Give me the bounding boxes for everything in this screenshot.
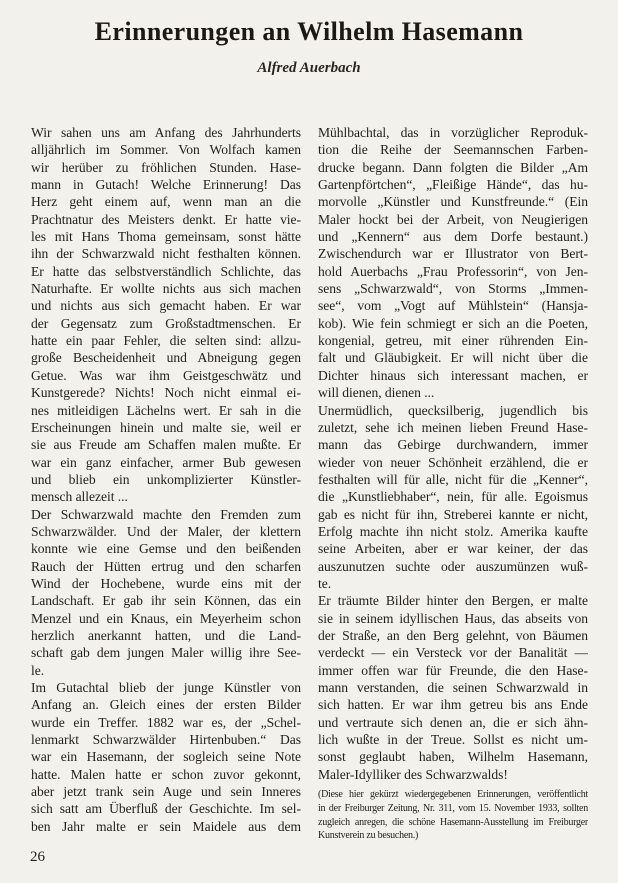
text-line: Getue. Was war ihm Geistgeschwätz und xyxy=(31,367,301,383)
text-line: Erfolg machte ihn nicht stolz. Amerika kaufte xyxy=(318,523,588,539)
text-line: mensch allezeit ... xyxy=(31,489,128,505)
paragraph xyxy=(31,679,301,835)
text-line: aber jetzt trank sein Auge und sein Inneres xyxy=(31,784,301,800)
text-line: zugleich anregen, die schöne Hasemann-Ausstellung im Freiburger xyxy=(318,816,588,828)
text-line: immer offen war für Freunde, die den Hase- xyxy=(318,662,588,678)
text-line: sie in seinem idyllischen Haus, das abseits von xyxy=(318,610,588,626)
text-line: falt und Gläubigkeit. Er will nicht über die xyxy=(318,350,588,366)
text-line: mann das Gebirge durchwandern, immer xyxy=(318,437,588,453)
text-line: Prachtnatur des Meisters denkt. Er hatte vie- xyxy=(31,211,301,227)
text-line: auszunutzen suchte oder auszumünzen wuß- xyxy=(318,558,588,574)
text-line: hatte. Malen hatte er schon zuvor gekonnt, xyxy=(31,766,301,782)
text-line: morvolle „Künstler und Kunstfreunde.“ (Ein xyxy=(318,194,588,210)
text-line: Wir sahen uns am Anfang des Jahrhunderts xyxy=(31,125,301,140)
text-line: war ein Hasemann, der sogleich seine Note xyxy=(31,749,301,765)
column-left xyxy=(31,124,301,843)
text-line: wurde ein Treffer. 1882 war es, der „Schel- xyxy=(31,714,301,730)
text-line: mann verstanden, die seinen Schwarzwald in xyxy=(318,680,588,695)
text-line: alljährlich im Sommer. Von Wolfach kamen xyxy=(31,142,301,158)
text-line: Erscheinungen hinein und malte sie, weil er xyxy=(31,419,301,435)
paragraph xyxy=(31,506,301,679)
text-line: sich satt am Überfluß der Geschichte. Im sel- xyxy=(31,801,301,817)
text-line: Unermüdlich, quecksilberig, jugendlich bis xyxy=(318,402,588,418)
text-line: Wind der Hochebene, wurde eins mit der xyxy=(31,575,301,591)
text-line: die „Kunstliebhaber“, nein, für alle. Egoismus xyxy=(318,489,588,505)
text-line: nes mitleidigen Lächelns wert. Er sah in die xyxy=(31,402,301,418)
text-line: festhalten will für alle, nicht für die „Kenner“, xyxy=(318,471,588,487)
footnote xyxy=(318,788,588,843)
paragraph xyxy=(31,124,301,506)
text-line: war ein ganz einfacher, armer Bub gewesen xyxy=(31,454,301,470)
text-line: sie aus Freude am Schaffen malen mußte. Er xyxy=(31,437,301,453)
text-line: lenmarkt Schwarzwälder Hirtenbuben.“ Das xyxy=(31,732,301,748)
text-line: Gartenpförtchen“, „Fleißige Hände“, das hu- xyxy=(318,177,588,193)
text-line: Anfang an. Gleich eines der ersten Bilder xyxy=(31,697,301,713)
text-line: sens „Schwarzwald“, von Storms „Immen- xyxy=(318,281,588,297)
text-line: Der Schwarzwald machte den Fremden zum xyxy=(31,506,301,522)
text-line: und nichts aus sich gemacht haben. Er war xyxy=(31,298,301,314)
text-line: und blieb ein unkomplizierter Künstler- xyxy=(31,471,301,487)
text-line: see“, vom „Vogt auf Mühlstein“ (Hansja- xyxy=(318,298,588,314)
text-line: Maler-Idylliker des Schwarzwalds! xyxy=(318,766,508,782)
text-line: mann in Gutach! Welche Erinnerung! Das xyxy=(31,177,301,193)
text-line: Rauch der Hütten ertrug und den scharfen xyxy=(31,558,301,574)
text-line: Naturhafte. Er wollte nichts aus sich machen xyxy=(31,281,301,297)
text-line: hold Auerbachs „Frau Professorin“, von Jen- xyxy=(318,263,588,279)
paragraph xyxy=(318,592,588,783)
paragraph xyxy=(318,402,588,593)
text-line: Landschaft. Er gab ihr sein Können, das ein xyxy=(31,593,301,609)
column-right xyxy=(318,124,588,843)
page-title: Erinnerungen an Wilhelm Hasemann xyxy=(94,17,524,46)
text-line: schaft gab dem jungen Maler willig ihre See- xyxy=(31,645,301,661)
text-line: konnte wie eine Gemse und den beißenden xyxy=(31,541,301,557)
text-line: Maler hockt bei der Arbeit, von Neugierigen xyxy=(318,211,588,227)
text-line: te. xyxy=(318,575,332,591)
text-line: sich hatten. Er war ihm getreu bis ans Ende xyxy=(318,697,588,713)
text-line: Kunstgerede? Nichts! Noch nicht einmal ei- xyxy=(31,385,301,401)
text-line: lich wußte in der Treue. Sollst es nicht um- xyxy=(318,732,588,748)
text-line: Herz geht einem auf, wenn man an die xyxy=(31,194,301,210)
text-line: Er träumte Bilder hinter den Bergen, er malte xyxy=(318,593,588,609)
text-line: der Gegensatz zum Großstadtmenschen. Er xyxy=(31,315,301,331)
author-byline: Alfred Auerbach xyxy=(257,60,361,76)
text-line: Kunstverein zu besuchen.) xyxy=(318,830,419,842)
text-line: seine Arbeiten, aber er war keiner, der das xyxy=(318,541,588,557)
text-line: Er hatte das selbstverständlich Schlichte, das xyxy=(31,263,301,279)
text-line: hatte ein paar Fehler, die selten sind: allzu- xyxy=(31,333,301,349)
text-line: kob). Wie fein schmiegt er sich an die Poeten, xyxy=(318,315,588,331)
text-line: tion die Reihe der Seemannschen Farben- xyxy=(318,142,588,158)
text-line: Dichter hinaus sich interessant machen, er xyxy=(318,367,588,383)
text-line: gab es nicht für ihn, Streberei kannte er nicht, xyxy=(318,506,588,522)
text-line: und „Kennern“ aus dem Dorfe bestaunt.) xyxy=(318,229,588,245)
text-line: wir herüber zu fröhlichen Stunden. Hase- xyxy=(31,159,301,175)
text-line: kongenial, getreu, mit einer rührenden Ein- xyxy=(318,333,588,349)
text-line: Zwischendurch war er Illustrator von Bert- xyxy=(318,246,588,262)
text-line: ihn der Schwarzwald nicht festhalten können. xyxy=(31,246,301,262)
text-line: (Diese hier gekürzt wiedergegebenen Erinnerungen, veröffentlicht xyxy=(318,789,588,801)
text-line: will dienen, dienen ... xyxy=(318,385,435,401)
text-line: sonst geglaubt haben, Wilhelm Hasemann, xyxy=(318,749,588,765)
text-line: Mühlbachtal, das in vorzüglicher Reproduk- xyxy=(318,125,588,140)
text-line: zuletzt, sehe ich meinen lieben Freund Hase- xyxy=(318,419,588,435)
text-line: Menzel und ein Knaus, ein Meyerheim schon xyxy=(31,610,301,626)
text-line: und vertraute sich denen an, die er sich ähn- xyxy=(318,714,588,730)
text-line: le. xyxy=(31,662,45,678)
text-line: wieder von neuer Schönheit erzählend, die er xyxy=(318,454,588,470)
text-line: ben Jahr malte er sein Maidele aus dem xyxy=(31,818,301,834)
paragraph xyxy=(318,124,588,402)
text-line: verdeckt — ein Versteck vor der Banalität — xyxy=(318,645,588,661)
text-line: große Bescheidenheit und Abneigung gegen xyxy=(31,350,301,366)
text-line: les mit Hans Thoma gemeinsam, sonst hätte xyxy=(31,229,301,245)
text-line: Schwarzwälder. Und der Maler, der klettern xyxy=(31,523,301,539)
text-columns xyxy=(31,124,588,843)
text-line: herzlich anerkannt hatten, und die Land- xyxy=(31,627,301,643)
text-line: der Straße, an den Berg gelehnt, von Bäumen xyxy=(318,627,588,643)
text-line: drucke begann. Dann folgten die Bilder „Am xyxy=(318,159,588,175)
page-number: 26 xyxy=(30,849,45,865)
text-line: Im Gutachtal blieb der junge Künstler von xyxy=(31,680,301,695)
text-line: in der Freiburger Zeitung, Nr. 311, vom 15. November 1933, sollten xyxy=(318,802,588,814)
